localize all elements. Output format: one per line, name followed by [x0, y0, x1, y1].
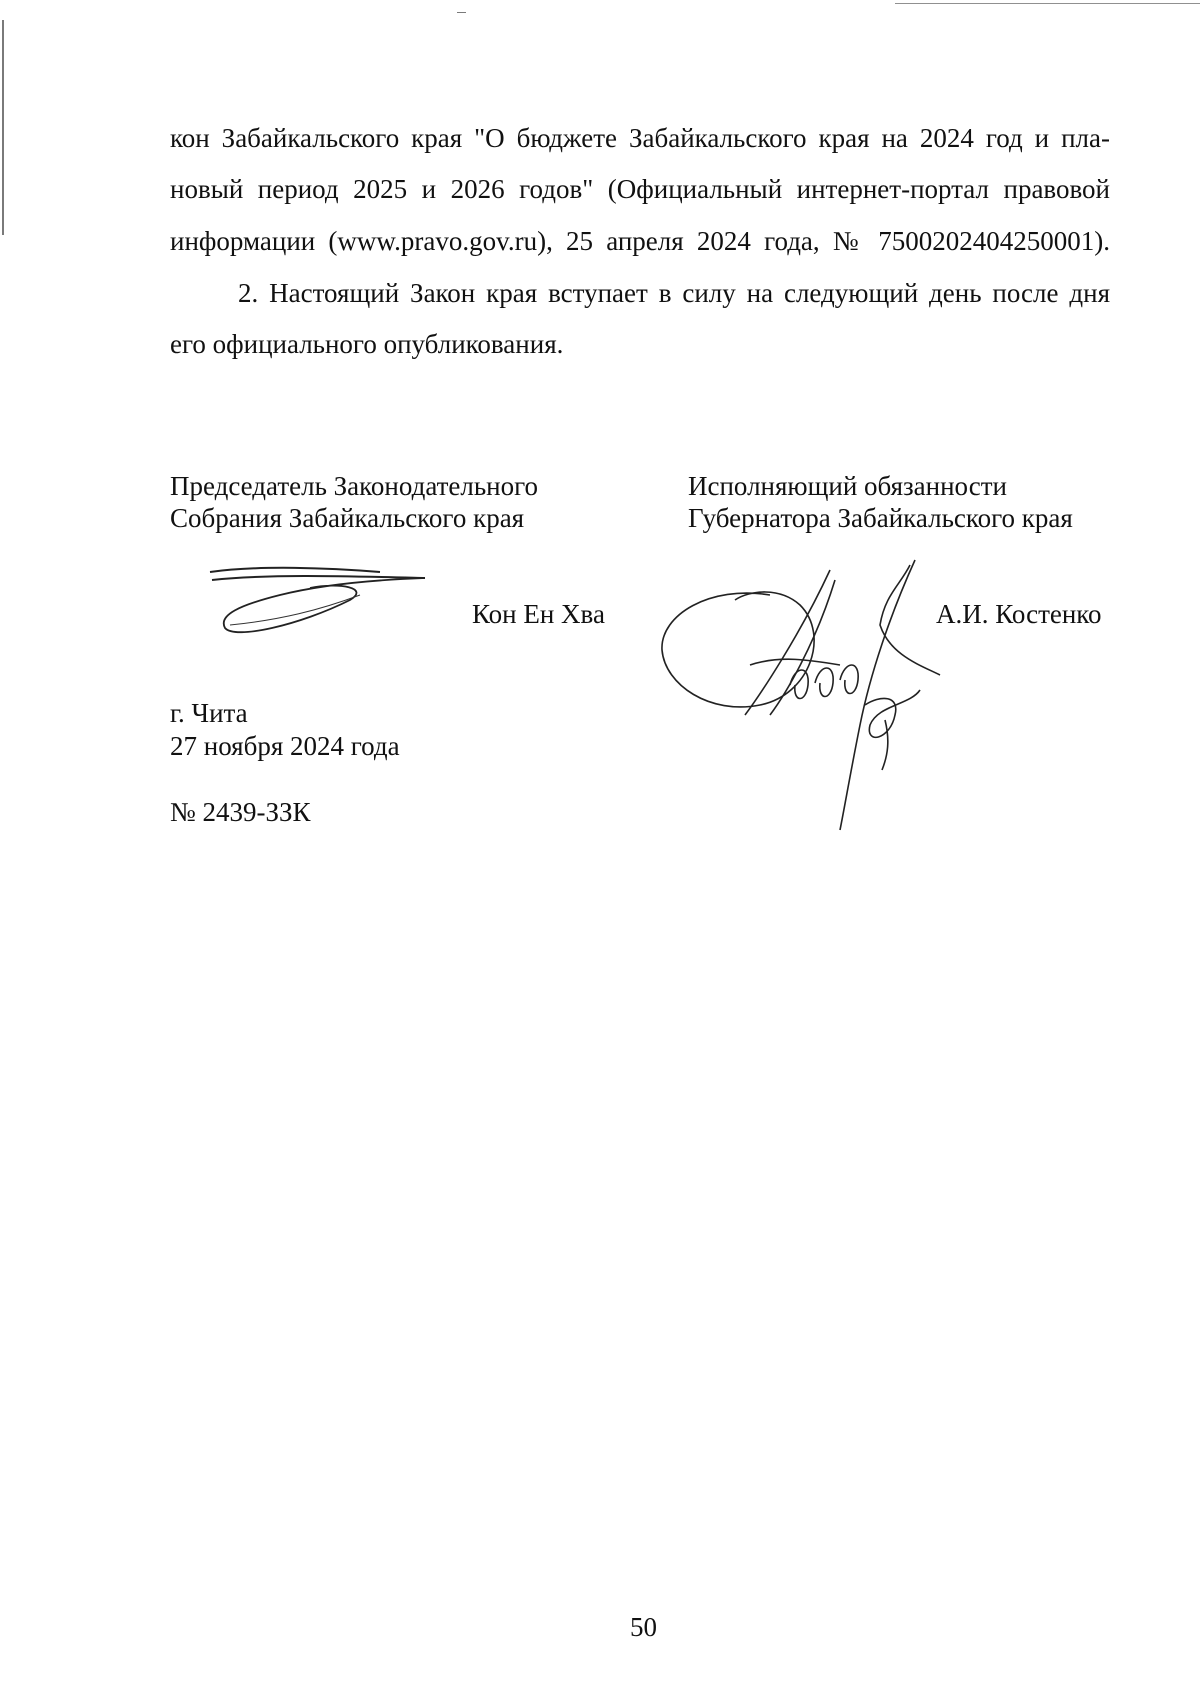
- left-signatory-title-line1: Председатель Законодательного: [170, 471, 539, 501]
- para2-line1: 2. Настоящий Закон края вступает в силу на следующий день после дня: [238, 278, 1110, 308]
- left-signatory-name: Кон Ен Хва: [472, 599, 605, 629]
- para1-line1: кон Забайкальского края "О бюджете Забайкальского края на 2024 год и пла-: [170, 123, 1110, 153]
- right-signatory-name: А.И. Костенко: [936, 599, 1102, 629]
- right-signatory-title-line2: Губернатора Забайкальского края: [688, 503, 1073, 533]
- scan-edge-line-left: [2, 20, 4, 235]
- para1-line2: новый период 2025 и 2026 годов" (Официальный интернет-портал правовой: [170, 174, 1110, 204]
- scan-mark-top: [457, 12, 466, 13]
- para1-line3: информации (www.pravo.gov.ru), 25 апреля 2024 года, № 7500202404250001).: [170, 226, 1110, 256]
- date: 27 ноября 2024 года: [170, 731, 400, 761]
- city: г. Чита: [170, 698, 248, 728]
- para2-line2: его официального опубликования.: [170, 329, 564, 359]
- right-signatory-title-line1: Исполняющий обязанности: [688, 471, 1007, 501]
- right-handwritten-signature: [650, 555, 970, 845]
- left-signatory-title-line2: Собрания Забайкальского края: [170, 503, 525, 533]
- law-number: № 2439-ЗЗК: [170, 797, 311, 827]
- left-handwritten-signature: [200, 560, 440, 640]
- scan-edge-line-top: [895, 3, 1200, 4]
- page-number: 50: [630, 1612, 657, 1642]
